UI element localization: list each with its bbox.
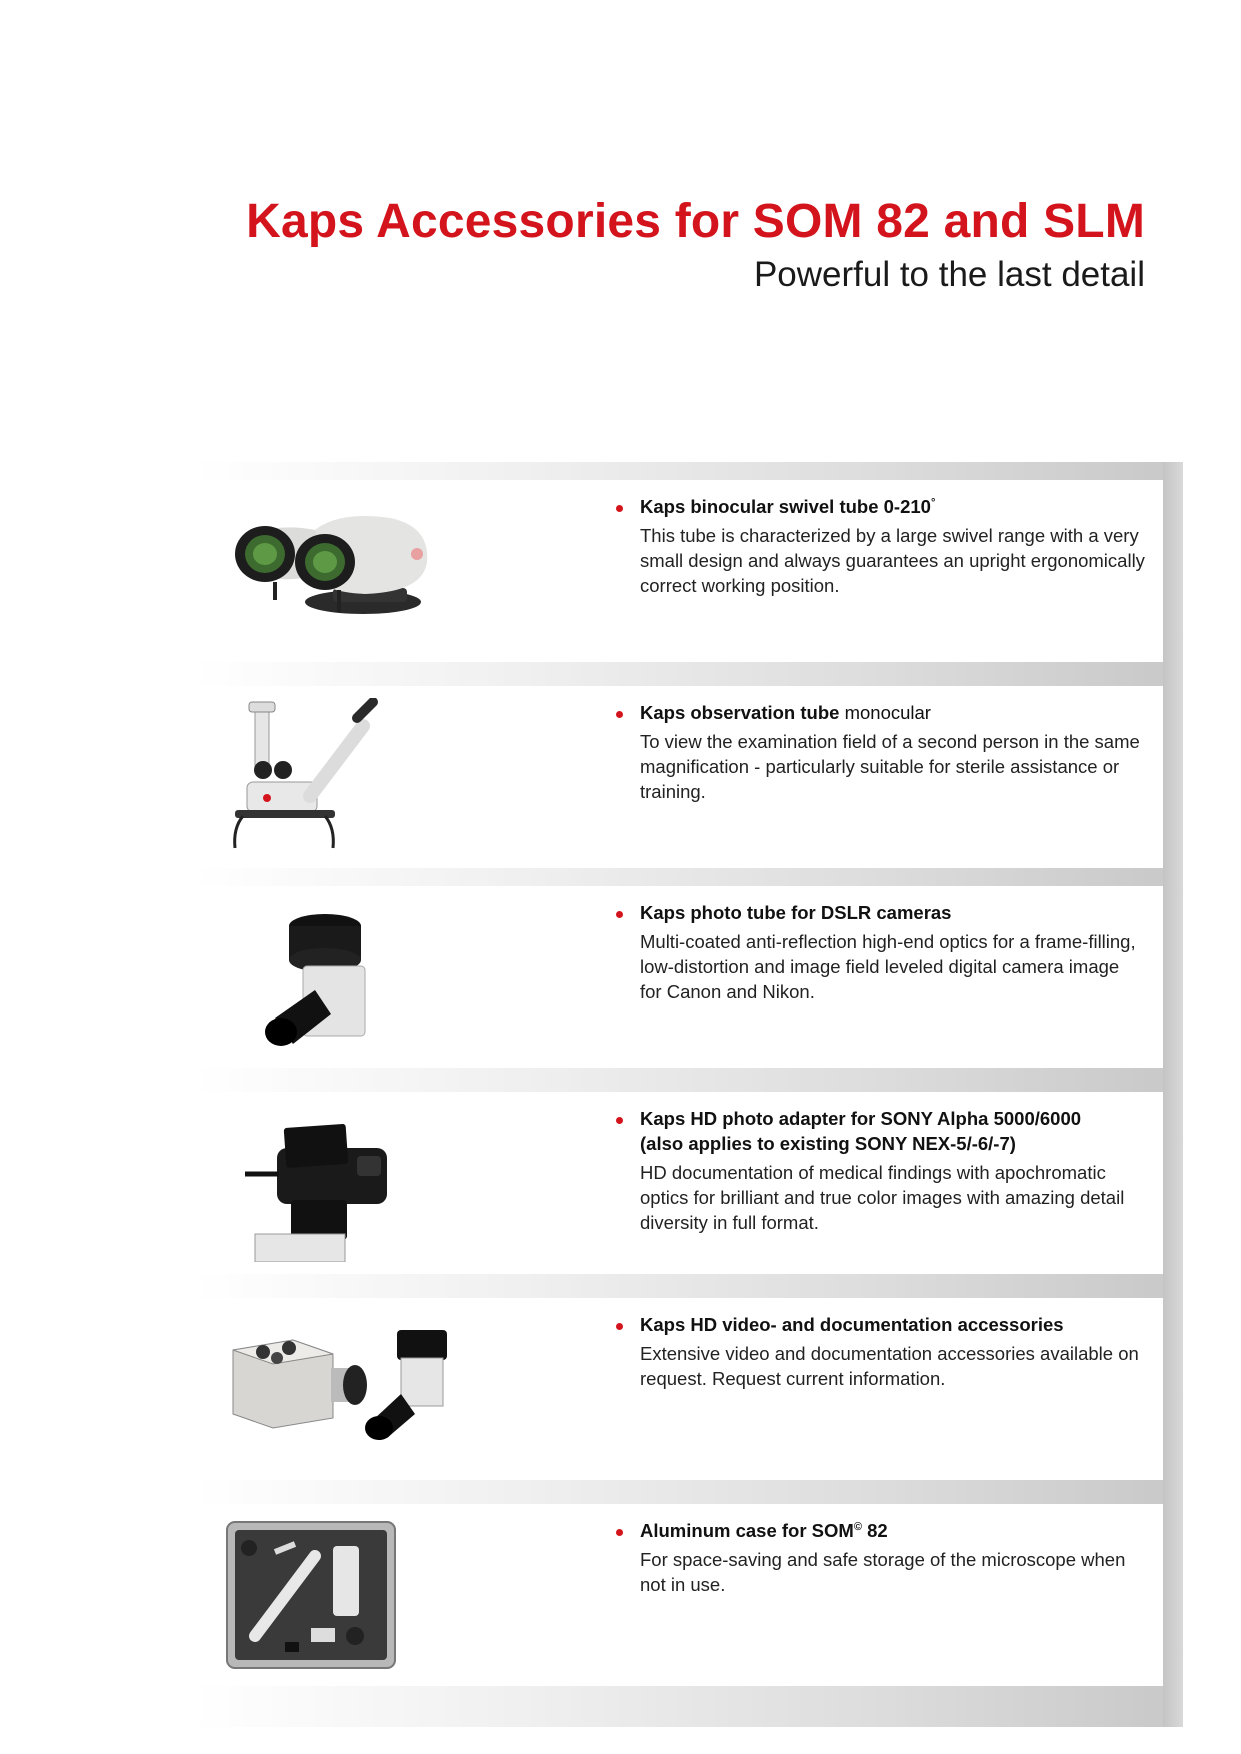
accessory-heading: Kaps HD photo adapter for SONY Alpha 5000/6000 (also applies to existing SONY NEX-5/-6/-7) xyxy=(640,1108,1082,1154)
page-subtitle: Powerful to the last detail xyxy=(753,254,1145,294)
bullet-icon xyxy=(616,1529,623,1536)
accessory-heading: Kaps observation tube monocular xyxy=(640,702,931,723)
accessory-description: Extensive video and documentation accessories available on request. Request current information. xyxy=(640,1343,1139,1389)
bullet-icon xyxy=(616,1117,623,1124)
accessory-row-observation-tube xyxy=(193,686,1163,868)
accessory-description: This tube is characterized by a large swivel range with a very small design and always guarantees an upright ergonomically correct working position. xyxy=(640,525,1145,596)
accessory-row-photo-tube xyxy=(193,886,1163,1068)
accessory-heading: Kaps photo tube for DSLR cameras xyxy=(640,902,952,923)
accessory-heading: Aluminum case for SOM© 82 xyxy=(640,1520,888,1541)
accessory-row-camera-adapter xyxy=(193,1092,1163,1274)
camera-adapter-icon xyxy=(215,1104,465,1262)
accessory-description: To view the examination field of a second person in the same magnification - particularly suitable for sterile assistance or training. xyxy=(640,731,1140,802)
accessory-text xyxy=(640,700,1145,804)
panel-right-edge xyxy=(1163,462,1183,1727)
bullet-icon xyxy=(616,505,623,512)
accessory-text xyxy=(640,900,1145,1004)
bullet-icon xyxy=(616,1323,623,1330)
observation-tube-icon xyxy=(215,698,465,856)
accessory-text xyxy=(640,494,1145,598)
accessory-row-binocular-tube xyxy=(193,480,1163,662)
bullet-icon xyxy=(616,711,623,718)
accessory-description: For space-saving and safe storage of the microscope when not in use. xyxy=(640,1549,1126,1595)
accessory-text xyxy=(640,1312,1145,1391)
accessory-heading: Kaps binocular swivel tube 0-210° xyxy=(640,496,936,517)
page-header xyxy=(246,196,1145,295)
accessory-row-video-accessories xyxy=(193,1298,1163,1480)
accessory-description: HD documentation of medical findings with apochromatic optics for brilliant and true color images with amazing detail diversity in full format. xyxy=(640,1162,1125,1233)
accessory-description: Multi-coated anti-reflection high-end optics for a frame-filling, low-distortion and image field leveled digital camera image for Canon and Nikon. xyxy=(640,931,1136,1002)
accessory-heading: Kaps HD video- and documentation accessories xyxy=(640,1314,1064,1335)
page-title: Kaps Accessories for SOM 82 and SLM xyxy=(246,195,1145,248)
accessory-row-aluminum-case xyxy=(193,1504,1163,1686)
binocular-tube-icon xyxy=(215,492,465,650)
accessory-text xyxy=(640,1518,1145,1597)
video-accessories-icon xyxy=(215,1310,465,1468)
bullet-icon xyxy=(616,911,623,918)
aluminum-case-icon xyxy=(215,1516,465,1674)
photo-tube-icon xyxy=(215,898,465,1056)
accessory-text xyxy=(640,1106,1145,1235)
